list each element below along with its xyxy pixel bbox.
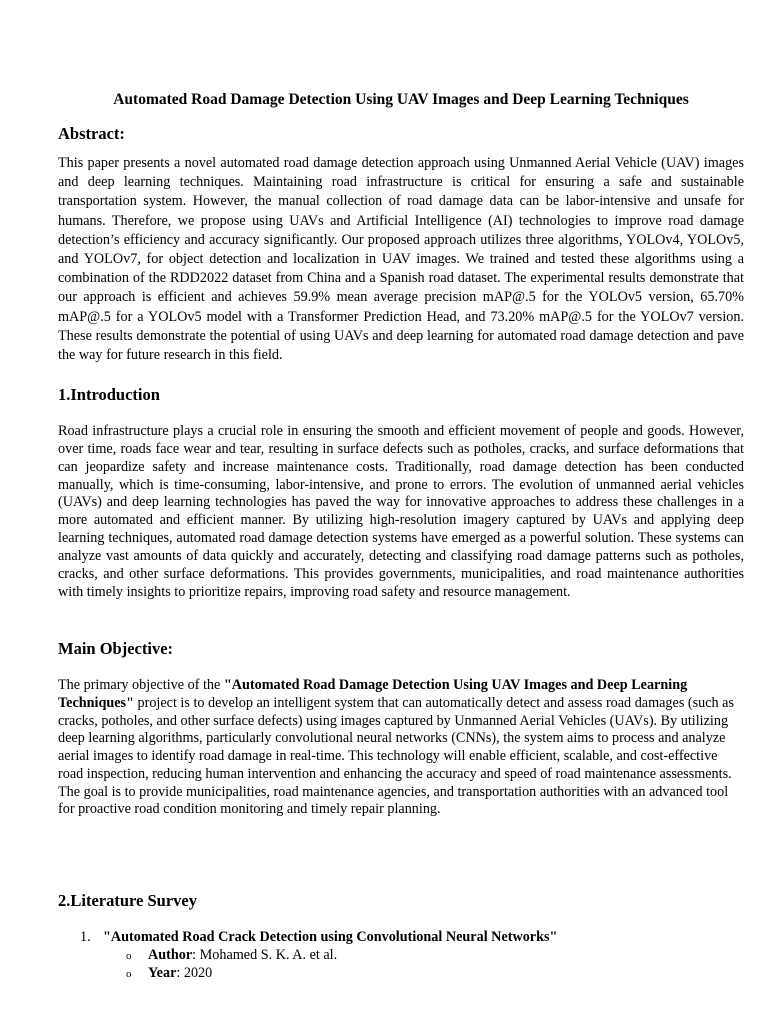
main-objective-paragraph <box>58 677 744 819</box>
objective-project-name: "Automated Road Damage Detection Using UAV Images and Deep Learning Techniques" <box>58 677 688 711</box>
introduction-paragraph: Road infrastructure plays a crucial role in ensuring the smooth and efficient movement of people and goods. However, over time, roads face wear and tear, resulting in surface defects such as potholes, cracks, and surface deformations that can jeopardize safety and increase maintenance costs. Traditionally, road damage detection has been conducted manually, which is time-consuming, labor-intensive, and prone to errors. The evolution of unmanned aerial vehicles (UAVs) and deep learning technologies has paved the way for innovative approaches to address these challenges in a more automated and efficient manner. By utilizing high-resolution imagery captured by UAVs and applying deep learning techniques, automated road damage detection systems have emerged as a powerful solution. These systems can analyze vast amounts of data quickly and accurately, detecting and classifying road damage patterns such as potholes, cracks, and other surface deformations. This provides governments, municipalities, and road maintenance authorities with timely insights to prioritize repairs, improving road safety and resource management. <box>58 423 744 600</box>
author-value: : Mohamed S. K. A. et al. <box>192 947 338 963</box>
literature-list-item <box>80 928 557 946</box>
literature-author-row <box>126 946 337 965</box>
author-label: Author <box>148 947 193 963</box>
literature-year-row <box>126 964 212 983</box>
objective-text-body: project is to develop an intelligent system that can automatically detect and assess road damages (such as cracks, potholes, and other surface defects) using images captured by Unmanned Aerial Vehicles (UAVs). By utilizing deep learning algorithms, particularly convolutional neural networks (CNNs), the system aims to process and analyze aerial images to identify road damage in real-time. This technology will enable efficient, scalable, and cost-effective road inspection, reducing human intervention and enhancing the accuracy and speed of road maintenance assessments. The goal is to provide municipalities, road maintenance agencies, and transportation authorities with an advanced tool for proactive road condition monitoring and timely repair planning. <box>58 694 734 818</box>
literature-survey-heading: 2.Literature Survey <box>58 891 198 910</box>
abstract-paragraph: This paper presents a novel automated road damage detection approach using Unmanned Aerial Vehicle (UAV) images and deep learning techniques. Maintaining road infrastructure is critical for ensuring a safe and sustainable transportation system. However, the manual collection of road damage data can be labor-intensive and unsafe for humans. Therefore, we propose using UAVs and Artificial Intelligence (AI) technologies to improve road damage detection’s efficiency and accuracy significantly. Our proposed approach utilizes three algorithms, YOLOv4, YOLOv5, and YOLOv7, for object detection and localization in UAV images. We trained and tested these algorithms using a combination of the RDD2022 dataset from China and a Spanish road dataset. The experimental results demonstrate that our approach is efficient and achieves 59.9% mean average precision mAP@.5 for the YOLOv5 version, 65.70% mAP@.5 for a YOLOv5 model with a Transformer Prediction Head, and 73.20% mAP@.5 for the YOLOv7 version. These results demonstrate the potential of using UAVs and deep learning for automated road damage detection and pave the way for future research in this field. <box>58 155 744 364</box>
main-objective-heading: Main Objective: <box>58 639 174 658</box>
literature-item-title: "Automated Road Crack Detection using Convolutional Neural Networks" <box>103 929 558 945</box>
bullet-icon: o <box>126 950 132 962</box>
objective-text-intro: The primary objective of the <box>58 677 224 693</box>
literature-item-number: 1. <box>80 929 91 945</box>
introduction-heading: 1.Introduction <box>58 385 160 404</box>
abstract-heading: Abstract: <box>58 124 125 143</box>
year-label: Year <box>148 965 177 981</box>
year-value: : 2020 <box>176 965 213 981</box>
paper-title: Automated Road Damage Detection Using UAV Images and Deep Learning Techniques <box>113 91 689 108</box>
bullet-icon: o <box>126 968 132 980</box>
